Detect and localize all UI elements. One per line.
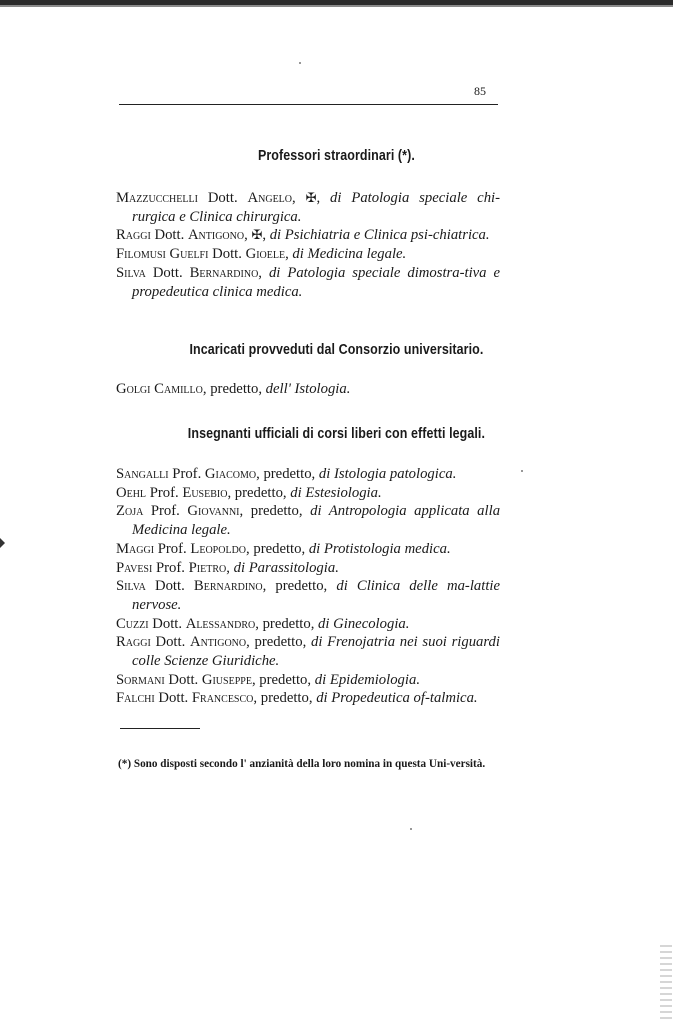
list-insegnanti — [116, 465, 500, 708]
person-title: Dott. — [207, 190, 238, 206]
person-title: Prof. — [149, 484, 179, 501]
teaching-subject: di Psichiatria e Clinica psi-chiatrica. — [269, 227, 490, 244]
person-first-name: Angelo — [247, 190, 293, 206]
order-cross-icon: ✠ — [251, 227, 263, 243]
person-title: Dott. — [212, 246, 242, 263]
entry-separator: , predetto, — [251, 671, 312, 688]
teaching-subject: di Frenojatria nei suoi riguardi colle Scienze Giuridiche. — [132, 634, 500, 670]
paper-speck — [521, 470, 523, 472]
teaching-subject: di Ginecologia. — [318, 615, 410, 632]
paper-speck — [299, 62, 301, 64]
teaching-subject: di Epidemiologia. — [314, 671, 421, 688]
entry-separator: , predetto, — [246, 540, 306, 557]
person-first-name: Giacomo — [204, 466, 257, 482]
person-surname: Sangalli — [116, 466, 169, 482]
person-title: Prof. — [156, 559, 185, 576]
person-title: Dott. — [155, 634, 186, 651]
person-title: Dott. — [154, 227, 185, 244]
list-incaricati — [116, 380, 500, 399]
list-item — [116, 502, 500, 539]
person-first-name: Giuseppe — [201, 671, 252, 688]
person-surname: Raggi — [116, 227, 151, 244]
teaching-subject: di Parassitologia. — [233, 559, 339, 576]
teaching-subject: di Protistologia medica. — [308, 540, 451, 557]
paper-speck — [410, 828, 412, 830]
person-title: Dott. — [154, 578, 185, 595]
entry-separator: , predetto, — [253, 690, 313, 707]
page-number: 85 — [474, 84, 486, 98]
person-title: Dott. — [152, 264, 183, 281]
entry-separator: , — [285, 246, 289, 263]
footnote-rule — [120, 728, 200, 729]
entry-separator: , — [258, 264, 262, 281]
person-first-name: Eusebio — [182, 484, 228, 501]
person-first-name: Alessandro — [185, 615, 256, 632]
page-edge-mark — [0, 538, 5, 548]
list-item — [116, 577, 500, 614]
person-first-name: Francesco — [191, 690, 254, 707]
person-surname: Zoja — [116, 503, 144, 520]
person-surname: Maggi — [116, 540, 155, 557]
person-title: Prof. — [157, 540, 187, 557]
person-surname: Silva — [116, 578, 146, 595]
list-item — [116, 689, 500, 708]
entry-separator: , predetto, — [239, 503, 303, 520]
section-title-professori: Professori straordinari (*). — [257, 148, 415, 164]
person-first-name: Pietro — [188, 559, 227, 576]
list-item — [116, 465, 500, 484]
teaching-subject: di Patologia speciale dimostra-tiva e propedeutica clinica medica. — [132, 264, 501, 300]
teaching-subject: di Antropologia applicata alla Medicina legale. — [132, 503, 501, 539]
person-surname: Cuzzi — [116, 615, 149, 632]
person-title: Prof. — [150, 503, 180, 520]
list-item: Mazzucchelli Dott. Angelo, ✠, di Patologia speciale chi-rurgica e Clinica chirurgica. — [116, 190, 501, 225]
person-first-name: Giovanni — [187, 503, 240, 520]
list-item — [116, 671, 500, 690]
entry-separator: , — [226, 559, 230, 576]
person-title: Prof. — [172, 466, 202, 482]
person-title: Dott. — [152, 615, 183, 632]
entry-separator: , predetto, — [256, 466, 316, 482]
entry-separator: , predetto, — [262, 578, 328, 595]
list-item: Raggi Dott. Antigono, ✠, di Psichiatria e Clinica psi-chiatrica. — [116, 227, 490, 244]
teaching-subject: di Estesiologia. — [290, 484, 382, 501]
list-item — [116, 540, 500, 559]
order-cross-icon: ✠ — [305, 190, 317, 205]
entry-separator: , — [262, 227, 267, 244]
page-top-border-shadow — [0, 5, 673, 7]
teaching-subject: di Medicina legale. — [292, 246, 407, 263]
person-surname: Golgi — [116, 381, 151, 397]
teaching-subject: di Patologia speciale chi-rurgica e Clinica chirurgica. — [132, 190, 501, 225]
list-professori — [116, 189, 500, 301]
header-rule — [119, 104, 498, 105]
person-surname: Pavesi — [116, 559, 153, 576]
person-first-name: Bernardino — [189, 264, 259, 281]
person-first-name: Antigono — [187, 227, 245, 244]
section-title-incaricati: Incaricati provveduti dal Consorzio universitario. — [189, 342, 484, 358]
list-item — [116, 245, 500, 264]
person-title: Dott. — [168, 671, 199, 688]
person-title: Dott. — [158, 690, 189, 707]
list-item — [116, 633, 500, 670]
footnote: (*) Sono disposti secondo l' anzianità della loro nomina in questa Uni-versità. — [118, 758, 486, 770]
person-first-name: Camillo — [154, 381, 203, 397]
entry-separator: , predetto, — [202, 381, 262, 397]
person-surname: Sormani — [116, 671, 165, 688]
entry-separator: , predetto, — [246, 634, 307, 651]
teaching-subject: di Propedeutica of-talmica. — [316, 690, 478, 707]
person-surname: Silva — [116, 264, 146, 281]
teaching-subject: dell' Istologia. — [265, 381, 351, 397]
person-first-name: Antigono — [189, 634, 247, 651]
entry-separator: , predetto, — [227, 484, 287, 501]
list-item — [116, 264, 500, 301]
list-item — [116, 559, 500, 578]
list-item — [116, 380, 500, 399]
entry-separator: , predetto, — [255, 615, 315, 632]
person-surname: Oehl — [116, 484, 147, 501]
teaching-subject: di Clinica delle ma-lattie nervose. — [132, 578, 501, 613]
person-first-name: Bernardino — [193, 578, 263, 595]
person-surname: Mazzucchelli — [116, 190, 198, 206]
list-item — [116, 615, 500, 634]
section-title-insegnanti: Insegnanti ufficiali di corsi liberi con effetti legali. — [187, 426, 486, 442]
person-surname: Filomusi Guelfi — [116, 246, 209, 263]
entry-separator: , — [316, 190, 321, 206]
person-first-name: Leopoldo — [190, 540, 247, 557]
person-surname: Falchi — [116, 690, 155, 707]
teaching-subject: di Istologia patologica. — [318, 466, 457, 482]
page-gutter-marks — [660, 945, 672, 1020]
list-item — [116, 484, 500, 503]
person-first-name: Gioele — [245, 246, 286, 263]
person-surname: Raggi — [116, 634, 151, 651]
